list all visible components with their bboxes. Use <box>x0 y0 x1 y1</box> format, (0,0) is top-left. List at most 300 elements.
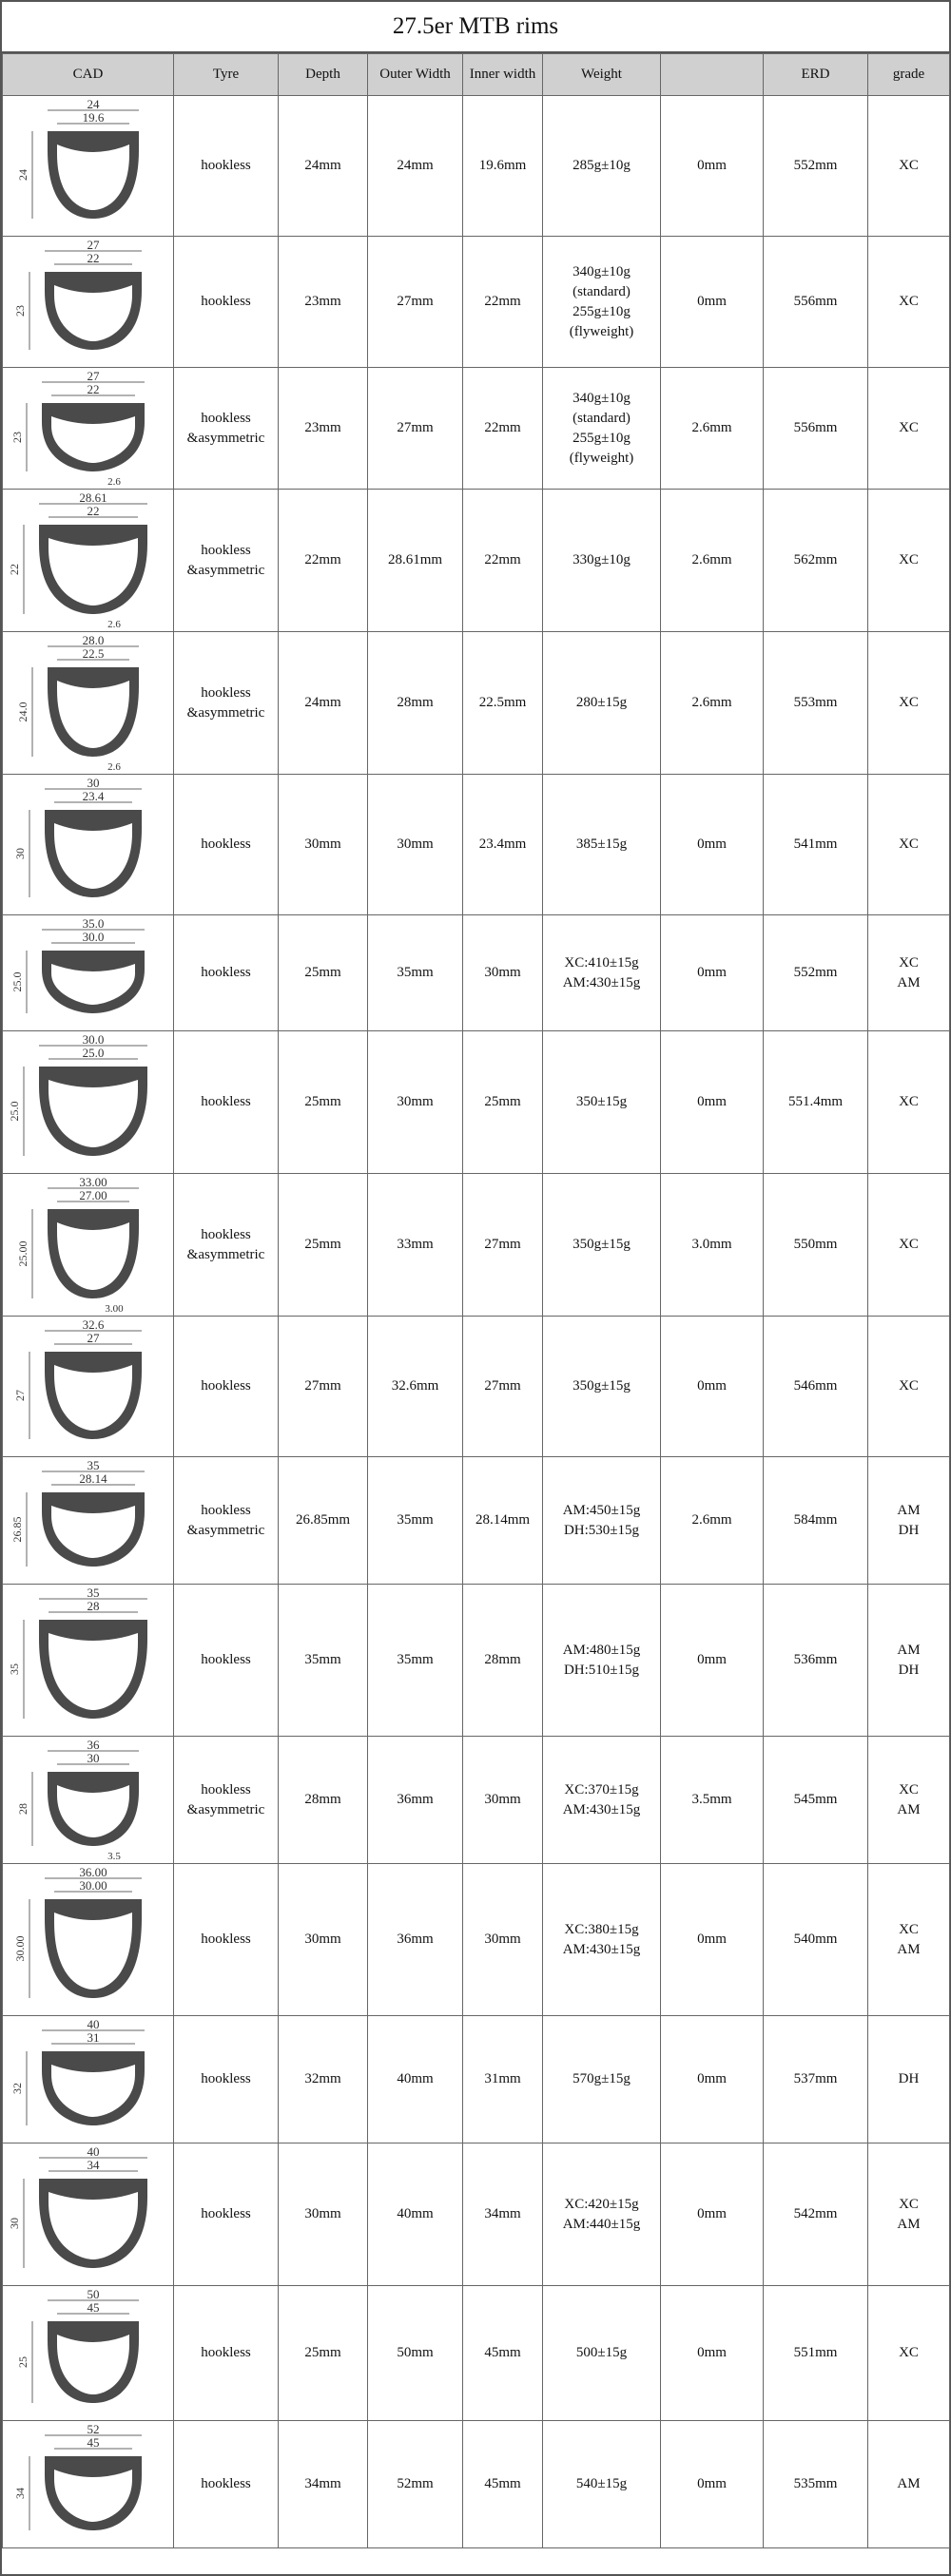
outer-width-dim-label: 40 <box>87 2018 99 2031</box>
grade-cell <box>868 490 950 632</box>
grade-line: AM <box>897 2476 921 2491</box>
rim-cross-section <box>45 1899 142 1998</box>
weight-line: AM:440±15g <box>562 2216 641 2232</box>
weight-line: (flyweight) <box>569 323 634 339</box>
weight-line: 350g±15g <box>573 1237 631 1252</box>
grade-cell <box>868 96 950 237</box>
rim-cross-section <box>48 667 139 757</box>
outer-width-dim-label: 33.00 <box>78 1176 107 1189</box>
weight-line: 340g±10g <box>573 263 631 279</box>
outer-width-dim-label: 28.0 <box>82 634 104 647</box>
outer-width-cell: 32.6mm <box>368 1317 463 1457</box>
grade-cell <box>868 2143 950 2286</box>
erd-cell: 545mm <box>764 1737 868 1864</box>
weight-line: XC:410±15g <box>564 954 639 971</box>
inner-width-cell: 22mm <box>463 490 543 632</box>
grade-line: DH <box>898 1662 920 1678</box>
outer-width-cell: 36mm <box>368 1737 463 1864</box>
offset-cell: 2.6mm <box>661 490 764 632</box>
weight-line: AM:430±15g <box>562 974 641 990</box>
grade-cell <box>868 1174 950 1317</box>
outer-width-dim-label: 35 <box>87 1586 99 1600</box>
weight-cell <box>543 2421 661 2548</box>
weight-cell <box>543 1174 661 1317</box>
weight-cell <box>543 775 661 915</box>
inner-width-dim-label: 31 <box>87 2029 99 2045</box>
depth-cell: 23mm <box>279 237 368 368</box>
grade-cell <box>868 775 950 915</box>
rim-profile-diagram <box>8 2289 169 2418</box>
outer-width-dim-label: 50 <box>87 2288 99 2301</box>
tyre-cell: hookless <box>174 2421 279 2548</box>
offset-cell: 0mm <box>661 237 764 368</box>
weight-line: 340g±10g <box>573 390 631 406</box>
tyre-cell: hookless <box>174 96 279 237</box>
cad-cell <box>3 1457 174 1585</box>
inner-width-dim-label: 30.00 <box>78 1877 107 1893</box>
depth-cell: 28mm <box>279 1737 368 1864</box>
inner-width-cell: 30mm <box>463 1737 543 1864</box>
inner-width-cell: 30mm <box>463 915 543 1031</box>
cad-cell <box>3 915 174 1031</box>
outer-width-dim-label: 40 <box>87 2145 99 2159</box>
weight-line: 255g±10g <box>573 430 631 446</box>
outer-width-dim-label: 24 <box>87 98 99 111</box>
weight-cell <box>543 915 661 1031</box>
tyre-cell: hookless <box>174 1317 279 1457</box>
weight-line: AM:480±15g <box>562 1642 641 1658</box>
rim-profile-diagram <box>8 492 169 629</box>
depth-cell: 25mm <box>279 915 368 1031</box>
inner-width-dim-label: 45 <box>87 2299 99 2315</box>
outer-width-dim-label: 36 <box>87 1739 99 1752</box>
cad-cell <box>3 2421 174 2548</box>
weight-line: 350g±15g <box>573 1378 631 1394</box>
outer-width-dim-label: 30 <box>87 777 99 790</box>
rim-cross-section <box>48 1209 139 1298</box>
offset-dim-label: 2.6 <box>107 760 121 772</box>
grade-line: AM <box>897 1801 921 1817</box>
depth-dim-label: 32 <box>10 2082 24 2094</box>
table-row <box>3 1174 950 1317</box>
erd-cell: 562mm <box>764 490 868 632</box>
inner-width-cell: 28mm <box>463 1585 543 1737</box>
col-header-weight: Weight <box>543 54 661 96</box>
offset-cell: 0mm <box>661 1864 764 2016</box>
table-row <box>3 1737 950 1864</box>
col-header-offset <box>661 54 764 96</box>
inner-width-dim-label: 25.0 <box>82 1045 104 1060</box>
grade-line: AM <box>897 1642 921 1658</box>
offset-cell: 0mm <box>661 1031 764 1174</box>
cad-cell <box>3 1585 174 1737</box>
table-row <box>3 1864 950 2016</box>
rim-cross-section <box>48 131 139 219</box>
grade-line: XC <box>899 954 919 971</box>
erd-cell: 536mm <box>764 1585 868 1737</box>
table-row <box>3 632 950 775</box>
weight-line: XC:380±15g <box>564 1921 639 1937</box>
weight-line: 330g±10g <box>573 552 631 567</box>
depth-dim-label: 25.00 <box>15 1240 29 1266</box>
tyre-cell: hookless <box>174 2286 279 2421</box>
grade-cell <box>868 2286 950 2421</box>
grade-line: XC <box>899 294 919 309</box>
rim-cross-section <box>39 2179 147 2268</box>
erd-cell: 551.4mm <box>764 1031 868 1174</box>
grade-line: XC <box>899 1094 919 1109</box>
tyre-cell: hookless <box>174 915 279 1031</box>
grade-cell <box>868 2421 950 2548</box>
erd-cell: 552mm <box>764 96 868 237</box>
depth-dim-label: 24.0 <box>15 702 29 721</box>
offset-dim-label: 3.00 <box>104 1302 124 1314</box>
rim-cross-section <box>48 2321 139 2403</box>
table-row <box>3 775 950 915</box>
col-header-erd: ERD <box>764 54 868 96</box>
outer-width-cell: 40mm <box>368 2016 463 2143</box>
rim-cross-section <box>42 951 145 1013</box>
outer-width-cell: 36mm <box>368 1864 463 2016</box>
offset-cell: 2.6mm <box>661 1457 764 1585</box>
outer-width-cell: 24mm <box>368 96 463 237</box>
weight-cell <box>543 490 661 632</box>
rim-profile-diagram <box>8 1740 169 1861</box>
outer-width-cell: 35mm <box>368 1457 463 1585</box>
rim-profile-diagram <box>8 2424 169 2546</box>
offset-cell: 0mm <box>661 96 764 237</box>
outer-width-dim-label: 35.0 <box>82 917 104 931</box>
depth-cell: 30mm <box>279 2143 368 2286</box>
rim-cross-section <box>39 525 147 614</box>
depth-cell: 23mm <box>279 368 368 490</box>
inner-width-dim-label: 27 <box>87 1330 99 1345</box>
grade-cell <box>868 1737 950 1864</box>
rim-cross-section <box>45 272 142 350</box>
rim-profile-diagram <box>8 1460 169 1582</box>
table-row <box>3 1031 950 1174</box>
inner-width-cell: 19.6mm <box>463 96 543 237</box>
weight-cell <box>543 2143 661 2286</box>
rim-profile-diagram <box>8 1319 169 1454</box>
depth-dim-label: 25.0 <box>10 971 24 991</box>
depth-dim-label: 23 <box>12 304 27 317</box>
weight-line: DH:530±15g <box>563 1522 640 1538</box>
depth-cell: 30mm <box>279 1864 368 2016</box>
depth-dim-label: 34 <box>12 2487 27 2499</box>
inner-width-dim-label: 30 <box>87 1750 99 1765</box>
depth-dim-label: 24 <box>15 168 29 181</box>
inner-width-dim-label: 28 <box>87 1598 99 1613</box>
table-row <box>3 1317 950 1457</box>
grade-line: AM <box>897 1941 921 1957</box>
offset-cell: 0mm <box>661 915 764 1031</box>
cad-cell <box>3 2016 174 2143</box>
depth-dim-label: 27 <box>12 1389 27 1401</box>
table-row <box>3 2016 950 2143</box>
weight-line: 285g±10g <box>573 158 631 173</box>
depth-cell: 30mm <box>279 775 368 915</box>
tyre-cell: hookless <box>174 775 279 915</box>
inner-width-cell: 34mm <box>463 2143 543 2286</box>
offset-cell: 3.0mm <box>661 1174 764 1317</box>
tyre-cell: hookless <box>174 237 279 368</box>
cad-cell <box>3 237 174 368</box>
depth-dim-label: 30 <box>7 2217 21 2229</box>
rim-cross-section <box>39 1067 147 1156</box>
rim-profile-diagram <box>8 1177 169 1314</box>
weight-line: AM:450±15g <box>562 1502 641 1518</box>
weight-cell <box>543 237 661 368</box>
erd-cell: 553mm <box>764 632 868 775</box>
weight-cell <box>543 96 661 237</box>
erd-cell: 556mm <box>764 368 868 490</box>
cad-cell <box>3 632 174 775</box>
offset-dim-label: 3.5 <box>107 1850 121 1861</box>
outer-width-cell: 35mm <box>368 915 463 1031</box>
depth-cell: 25mm <box>279 1031 368 1174</box>
inner-width-dim-label: 45 <box>87 2434 99 2450</box>
offset-cell: 0mm <box>661 1317 764 1457</box>
grade-line: AM <box>897 1502 921 1518</box>
cad-cell <box>3 490 174 632</box>
cad-cell <box>3 1031 174 1174</box>
rim-profile-diagram <box>8 371 169 487</box>
outer-width-cell: 35mm <box>368 1585 463 1737</box>
depth-dim-label: 26.85 <box>10 1516 24 1542</box>
erd-cell: 546mm <box>764 1317 868 1457</box>
tyre-cell: hookless <box>174 1864 279 2016</box>
depth-cell: 32mm <box>279 2016 368 2143</box>
depth-cell: 22mm <box>279 490 368 632</box>
grade-cell <box>868 237 950 368</box>
inner-width-dim-label: 34 <box>87 2157 99 2172</box>
grade-cell <box>868 1864 950 2016</box>
grade-cell <box>868 1585 950 1737</box>
rim-profile-diagram <box>8 2019 169 2141</box>
cad-cell <box>3 2286 174 2421</box>
depth-dim-label: 35 <box>7 1663 21 1675</box>
table-row <box>3 1585 950 1737</box>
outer-width-cell: 40mm <box>368 2143 463 2286</box>
rim-profile-diagram <box>8 1587 169 1734</box>
outer-width-dim-label: 35 <box>87 1459 99 1472</box>
col-header-grade: grade <box>868 54 950 96</box>
offset-cell: 2.6mm <box>661 368 764 490</box>
weight-line: XC:420±15g <box>564 2196 639 2212</box>
outer-width-dim-label: 32.6 <box>82 1318 104 1332</box>
outer-width-cell: 50mm <box>368 2286 463 2421</box>
offset-cell: 3.5mm <box>661 1737 764 1864</box>
inner-width-cell: 45mm <box>463 2286 543 2421</box>
weight-cell <box>543 368 661 490</box>
weight-line: (standard) <box>573 410 631 426</box>
cad-cell <box>3 2143 174 2286</box>
rim-profile-diagram <box>8 918 169 1028</box>
weight-line: AM:430±15g <box>562 1941 641 1957</box>
grade-line: XC <box>899 1237 919 1252</box>
grade-cell <box>868 1031 950 1174</box>
weight-cell <box>543 1317 661 1457</box>
grade-line: XC <box>899 1921 919 1937</box>
inner-width-cell: 22.5mm <box>463 632 543 775</box>
offset-cell: 0mm <box>661 2143 764 2286</box>
outer-width-cell: 33mm <box>368 1174 463 1317</box>
weight-line: 255g±10g <box>573 303 631 319</box>
inner-width-cell: 27mm <box>463 1174 543 1317</box>
tyre-cell: hookless &asymmetric <box>174 368 279 490</box>
grade-line: AM <box>897 2216 921 2232</box>
weight-cell <box>543 632 661 775</box>
grade-cell <box>868 915 950 1031</box>
rim-profile-diagram <box>8 240 169 365</box>
tyre-cell: hookless &asymmetric <box>174 632 279 775</box>
rim-profile-diagram <box>8 99 169 234</box>
inner-width-cell: 30mm <box>463 1864 543 2016</box>
depth-dim-label: 25 <box>15 2355 29 2368</box>
table-row <box>3 2143 950 2286</box>
outer-width-dim-label: 27 <box>87 239 99 252</box>
rim-cross-section <box>48 1772 139 1846</box>
grade-line: XC <box>899 1378 919 1394</box>
inner-width-cell: 27mm <box>463 1317 543 1457</box>
table-row <box>3 368 950 490</box>
tyre-cell: hookless <box>174 1585 279 1737</box>
inner-width-dim-label: 23.4 <box>82 788 104 803</box>
erd-cell: 541mm <box>764 775 868 915</box>
depth-cell: 25mm <box>279 2286 368 2421</box>
cad-cell <box>3 96 174 237</box>
grade-line: XC <box>899 695 919 710</box>
weight-line: 540±15g <box>575 2476 628 2491</box>
grade-line: XC <box>899 158 919 173</box>
outer-width-cell: 30mm <box>368 775 463 915</box>
depth-dim-label: 30.00 <box>12 1935 27 1961</box>
col-header-tyre: Tyre <box>174 54 279 96</box>
tyre-cell: hookless &asymmetric <box>174 1457 279 1585</box>
inner-width-cell: 28.14mm <box>463 1457 543 1585</box>
table-row <box>3 2421 950 2548</box>
inner-width-dim-label: 22 <box>87 381 99 396</box>
page-title: 27.5er MTB rims <box>2 2 949 53</box>
rim-cross-section <box>45 810 142 897</box>
grade-cell <box>868 2016 950 2143</box>
erd-cell: 552mm <box>764 915 868 1031</box>
tyre-cell: hookless &asymmetric <box>174 1737 279 1864</box>
rim-profile-diagram <box>8 1034 169 1171</box>
erd-cell: 540mm <box>764 1864 868 2016</box>
outer-width-cell: 28.61mm <box>368 490 463 632</box>
outer-width-dim-label: 28.61 <box>78 491 107 505</box>
outer-width-dim-label: 36.00 <box>78 1866 107 1879</box>
offset-cell: 0mm <box>661 2016 764 2143</box>
outer-width-dim-label: 30.0 <box>82 1033 104 1047</box>
weight-line: (flyweight) <box>569 450 634 466</box>
grade-cell <box>868 368 950 490</box>
weight-line: 385±15g <box>575 836 628 852</box>
depth-dim-label: 28 <box>15 1802 29 1815</box>
grade-line: DH <box>898 1522 920 1538</box>
offset-dim-label: 2.6 <box>107 618 121 629</box>
weight-line: 500±15g <box>575 2345 628 2360</box>
offset-cell: 0mm <box>661 2286 764 2421</box>
grade-line: XC <box>899 2345 919 2360</box>
inner-width-dim-label: 30.0 <box>82 929 104 944</box>
weight-line: AM:430±15g <box>562 1801 641 1817</box>
tyre-cell: hookless <box>174 2016 279 2143</box>
tyre-cell: hookless &asymmetric <box>174 1174 279 1317</box>
inner-width-cell: 23.4mm <box>463 775 543 915</box>
erd-cell: 556mm <box>764 237 868 368</box>
outer-width-cell: 27mm <box>368 237 463 368</box>
depth-cell: 34mm <box>279 2421 368 2548</box>
outer-width-dim-label: 27 <box>87 370 99 383</box>
cad-cell <box>3 1864 174 2016</box>
rim-cross-section <box>42 2051 145 2125</box>
erd-cell: 550mm <box>764 1174 868 1317</box>
weight-line: (standard) <box>573 283 631 299</box>
grade-line: XC <box>899 420 919 435</box>
table-row <box>3 237 950 368</box>
grade-line: AM <box>897 974 921 990</box>
rim-profile-diagram <box>8 635 169 772</box>
col-header-depth: Depth <box>279 54 368 96</box>
table-row <box>3 490 950 632</box>
erd-cell: 542mm <box>764 2143 868 2286</box>
rim-cross-section <box>39 1620 147 1719</box>
cad-cell <box>3 1737 174 1864</box>
weight-line: XC:370±15g <box>564 1781 639 1797</box>
col-header-outer-width: Outer Width <box>368 54 463 96</box>
tyre-cell: hookless &asymmetric <box>174 490 279 632</box>
depth-cell: 27mm <box>279 1317 368 1457</box>
outer-width-cell: 52mm <box>368 2421 463 2548</box>
inner-width-dim-label: 22 <box>87 503 99 518</box>
header-row <box>3 54 950 96</box>
tyre-cell: hookless <box>174 1031 279 1174</box>
offset-cell: 0mm <box>661 1585 764 1737</box>
cad-cell <box>3 368 174 490</box>
inner-width-cell: 22mm <box>463 368 543 490</box>
offset-dim-label: 2.6 <box>107 475 121 487</box>
weight-line: 280±15g <box>575 695 628 710</box>
rim-profile-diagram <box>8 1867 169 2013</box>
outer-width-cell: 30mm <box>368 1031 463 1174</box>
inner-width-cell: 25mm <box>463 1031 543 1174</box>
depth-cell: 24mm <box>279 632 368 775</box>
depth-dim-label: 30 <box>12 847 27 859</box>
erd-cell: 535mm <box>764 2421 868 2548</box>
grade-line: DH <box>898 2071 920 2086</box>
grade-line: XC <box>899 836 919 852</box>
depth-cell: 25mm <box>279 1174 368 1317</box>
cad-cell <box>3 775 174 915</box>
inner-width-dim-label: 28.14 <box>78 1471 107 1486</box>
table-row <box>3 915 950 1031</box>
table-row <box>3 1457 950 1585</box>
inner-width-cell: 22mm <box>463 237 543 368</box>
inner-width-dim-label: 27.00 <box>78 1187 107 1202</box>
depth-cell: 26.85mm <box>279 1457 368 1585</box>
rim-cross-section <box>42 403 145 471</box>
weight-cell <box>543 1864 661 2016</box>
rim-cross-section <box>45 1352 142 1439</box>
erd-cell: 537mm <box>764 2016 868 2143</box>
inner-width-dim-label: 19.6 <box>82 109 104 125</box>
depth-cell: 24mm <box>279 96 368 237</box>
offset-cell: 2.6mm <box>661 632 764 775</box>
grade-cell <box>868 1457 950 1585</box>
